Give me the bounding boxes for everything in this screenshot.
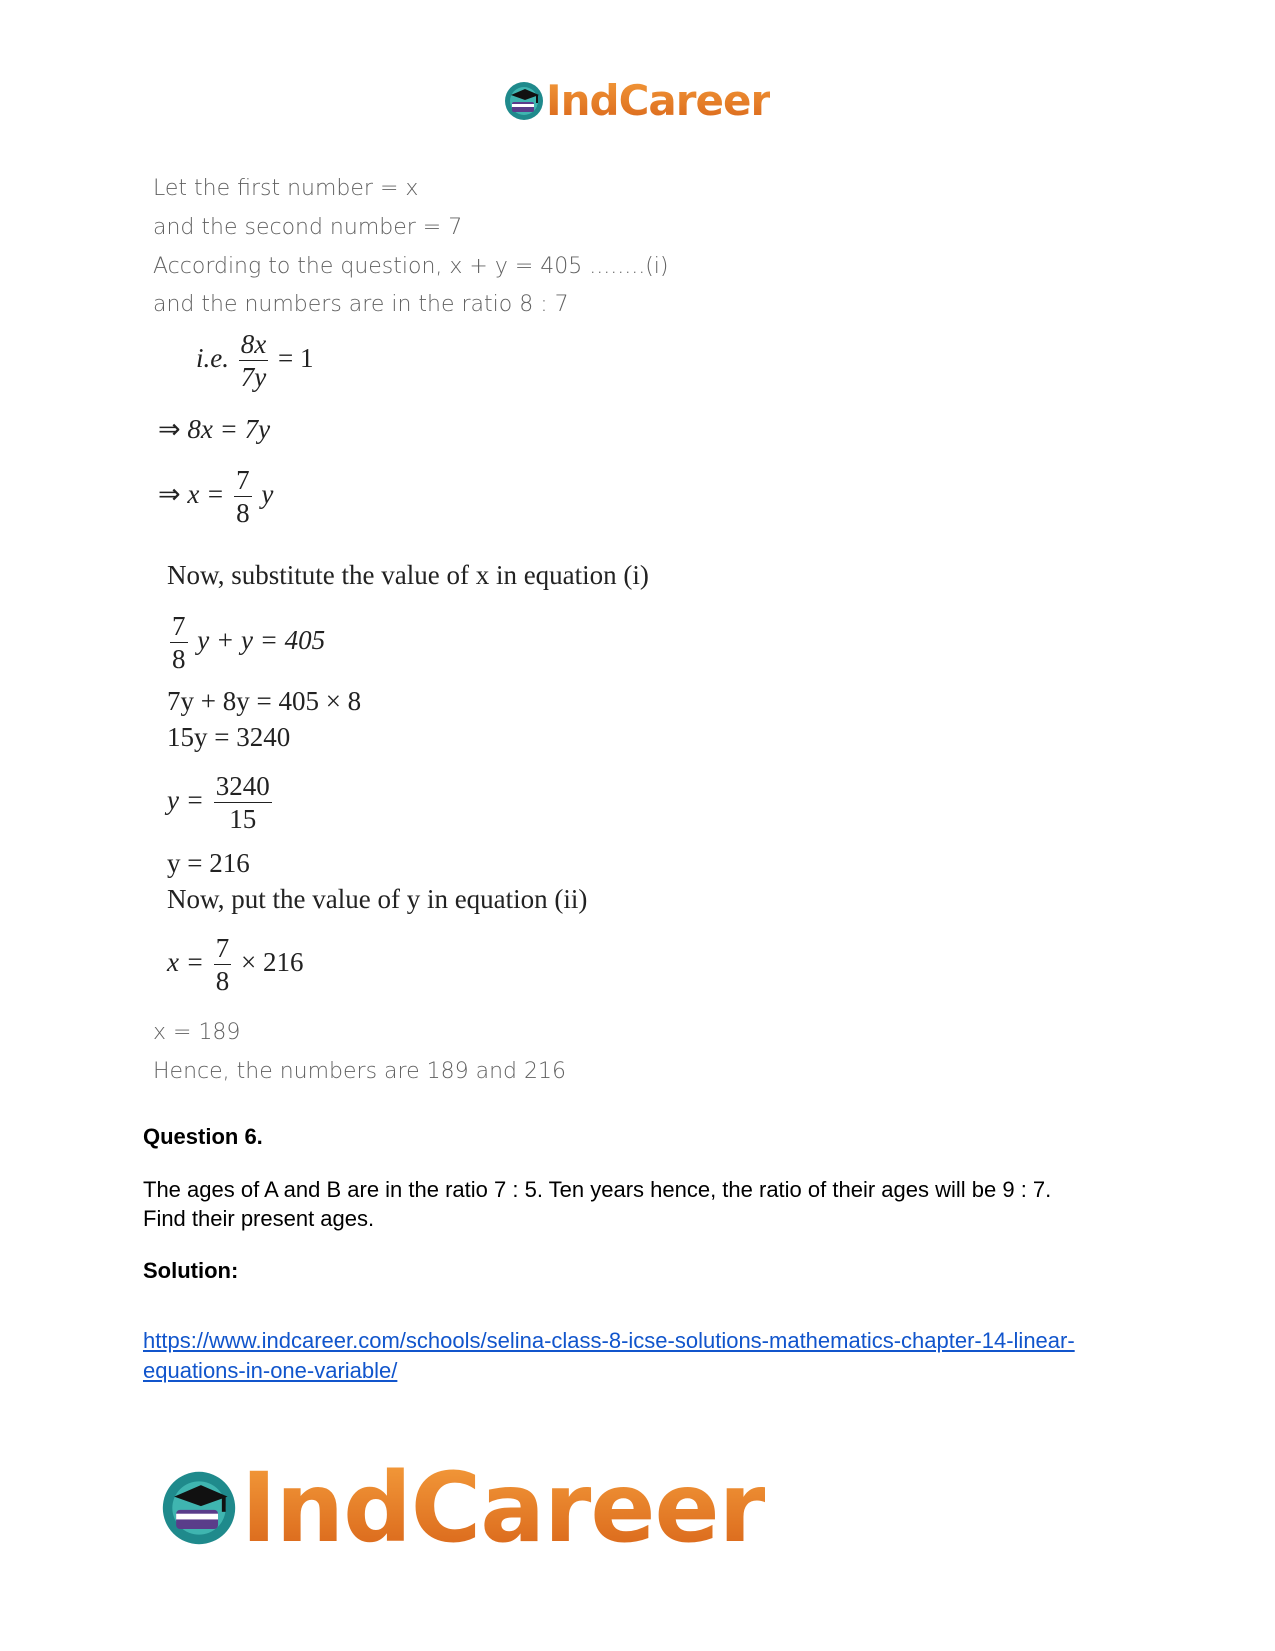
- equation-y-fraction: [167, 772, 275, 834]
- question-text-line-1: The ages of A and B are in the ratio 7 : 5. Ten years hence, the ratio of their ages will be 9 : 7.: [143, 1177, 1052, 1202]
- ie-prefix: i.e.: [196, 343, 229, 374]
- equation-y-216: y = 216: [167, 848, 250, 878]
- indcareer-logo-header: [503, 76, 770, 125]
- logo-text: IndCareer: [241, 1452, 765, 1564]
- equation-x-216: [167, 934, 303, 996]
- equation-15y: 15y = 3240: [167, 722, 291, 752]
- equation-ratio: [196, 330, 313, 392]
- fraction-7-8: [170, 612, 188, 674]
- equation-rhs: y: [261, 479, 274, 510]
- equation-substituted: [167, 612, 325, 674]
- graduation-book-icon: [503, 80, 545, 122]
- equation-lhs: x =: [187, 479, 225, 510]
- equation-rest: y + y = 405: [197, 625, 326, 656]
- solution-line-1: Let the first number = x: [153, 176, 419, 201]
- put-statement: Now, put the value of y in equation (ii): [167, 884, 588, 914]
- solution-x-189: x = 189: [153, 1020, 241, 1045]
- equation-rhs: = 1: [277, 343, 314, 374]
- implies-arrow: ⇒: [158, 479, 181, 510]
- question-text-line-2: Find their present ages.: [143, 1206, 375, 1231]
- equation-text: 8x = 7y: [187, 414, 271, 444]
- substitute-statement: Now, substitute the value of x in equation (i): [167, 560, 649, 590]
- equation-lhs: x =: [167, 947, 204, 978]
- equation-rest: × 216: [240, 947, 304, 978]
- equation-x-value: [158, 466, 273, 528]
- fraction-numerator: 7: [214, 934, 232, 965]
- equation-8x-7y: [158, 414, 270, 445]
- equation-multiply: 7y + 8y = 405 × 8: [167, 686, 362, 716]
- question-heading: Question 6.: [143, 1124, 263, 1149]
- indcareer-logo-footer: [159, 1452, 765, 1564]
- logo-text: IndCareer: [546, 76, 771, 125]
- solution-label: Solution:: [143, 1258, 239, 1283]
- solution-line-3: According to the question, x + y = 405 ........(i): [153, 254, 669, 279]
- fraction-numerator: 7: [234, 466, 252, 497]
- solution-conclusion: Hence, the numbers are 189 and 216: [153, 1059, 566, 1084]
- source-link-line-2[interactable]: equations-in-one-variable/: [143, 1358, 398, 1383]
- fraction-denominator: 8: [172, 644, 186, 675]
- fraction-numerator: 3240: [214, 772, 272, 803]
- source-link[interactable]: [143, 1326, 1075, 1386]
- fraction-denominator: 8: [215, 966, 230, 997]
- fraction-3240-15: [214, 772, 272, 834]
- graduation-book-icon: [159, 1468, 239, 1548]
- solution-line-4: and the numbers are in the ratio 8 : 7: [153, 292, 569, 317]
- fraction-numerator: 7: [170, 612, 188, 643]
- fraction-numerator: 8x: [239, 330, 268, 361]
- source-link-line-1[interactable]: https://www.indcareer.com/schools/selina-class-8-icse-solutions-mathematics-chapter-14-linear-: [143, 1328, 1075, 1353]
- fraction-denominator: 8: [236, 498, 250, 529]
- implies-arrow: ⇒: [158, 414, 181, 444]
- fraction-8x-7y: [239, 330, 268, 392]
- fraction-7-8: [214, 934, 232, 996]
- solution-line-2: and the second number = 7: [153, 215, 463, 240]
- fraction-7-8: [234, 466, 252, 528]
- equation-lhs: y =: [167, 785, 204, 816]
- fraction-denominator: 7y: [240, 362, 267, 393]
- fraction-denominator: 15: [229, 804, 257, 835]
